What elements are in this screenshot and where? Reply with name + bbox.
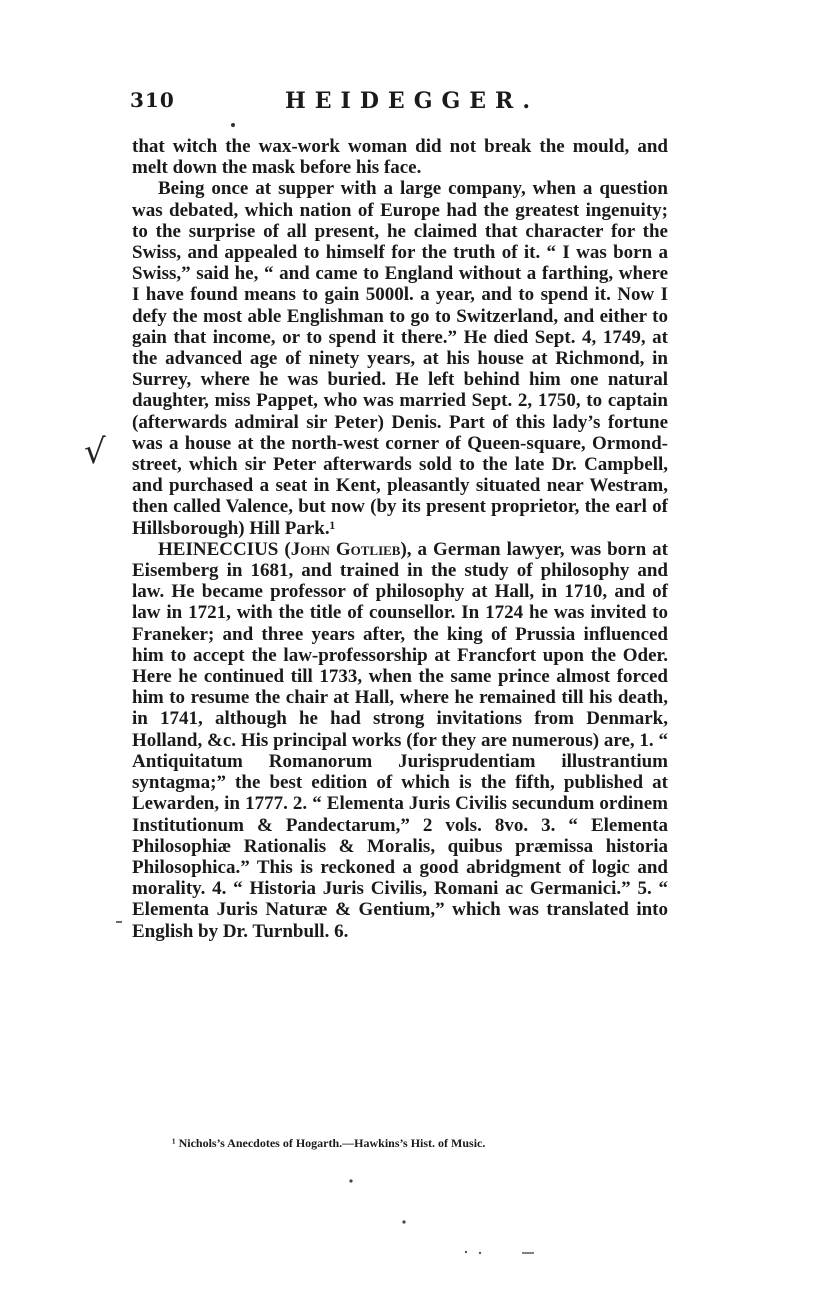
entry-text: , a German lawyer, was born at Eisemberg in 1681, and trained in the study of philosophy and law. He became professor of philosophy at Hall, in 1710, and of law in 1721, with the title of counsellor. In 1724 he was invited to Franeker; and three years after, the king of Prussia influenced him to accept the law-professorship at Francfort upon the Oder. Here he continued till 1733, when the same prince almost forced him to resume the chair at Hall, where he remained till his death, in 1741, although he had strong invitations from Denmark, Holland, &c. His principal works (for they are numerous) are, 1. “ Antiquitatum Romanorum Jurisprudentiam illustrantium syntagma;” the best edition of which is the fifth, published at Lewarden, in 1777. 2. “ Elementa Juris Civilis secundum ordinem Institutionum & Pandectarum,” 2 vols. 8vo. 3. “ Elementa Philosophiæ Rationalis & Moralis, quibus præmissa historia Philosophica.” This is reckoned a good abridgment of logic and morality. 4. “ Historia Juris Civilis, Romani ac Germanici.” 5. “ Elementa Juris Naturæ & Gentium,” which was translated into English by Dr. Turnbull. 6. bbox=[132, 538, 669, 942]
margin-checkmark: √ bbox=[84, 432, 106, 472]
page-number: 310 bbox=[130, 88, 175, 112]
speck bbox=[231, 123, 235, 127]
entry-given-names: (John Gotlieb) bbox=[284, 538, 407, 560]
paragraph-heidegger-death: Being once at supper with a large company, when a question was debated, which nation of Europe had the greatest ingenuity; to the surprise of all present, he claimed that character for the Swiss, and appealed to himself for the truth of it. “ I was born a Swiss,” said he, “ and came to England without a farthing, where I have found means to gain 5000l. a year, and to spend it. Now I defy the most able Englishman to go to Switzerland, and either to gain that income, or to spend it there.” He died Sept. 4, 1749, at the advanced age of ninety years, at his house at Richmond, in Surrey, where he was buried. He left behind him one natural daughter, miss Pappet, who was married Sept. 2, 1750, to captain (afterwards admiral sir Peter) Denis. Part of this lady’s fortune was a house at the north-west corner of Queen-square, Ormond-street, which sir Peter afterwards sold to the late Dr. Campbell, and purchased a seat in Kent, pleasantly situated near Westram, then called Valence, but now (by its present proprietor, the earl of Hillsborough) Hill Park.¹ bbox=[132, 178, 668, 539]
speck bbox=[349, 1179, 352, 1182]
paragraph-continuation: that witch the wax-work woman did not break the mould, and melt down the mask before his face. bbox=[132, 136, 668, 179]
running-title: HEIDEGGER. bbox=[285, 88, 539, 114]
speck bbox=[479, 1252, 481, 1254]
entry-headword: HEINECCIUS bbox=[158, 538, 279, 560]
footnote: ¹ Nichols’s Anecdotes of Hogarth.—Hawkins’s Hist. of Music. bbox=[172, 1136, 486, 1150]
speck bbox=[465, 1251, 467, 1253]
speck bbox=[402, 1220, 405, 1223]
